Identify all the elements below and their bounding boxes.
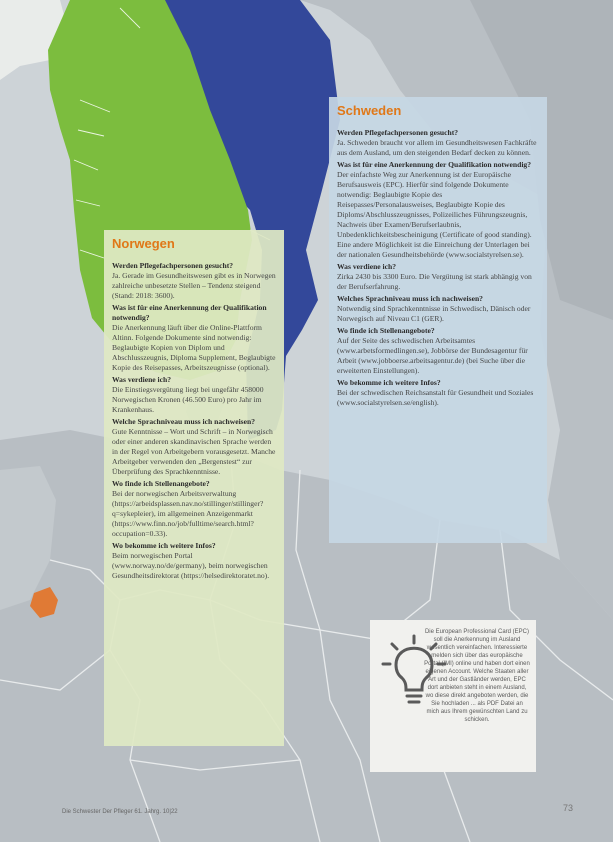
sweden-question: Was ist für eine Anerkennung der Qualifikation notwendig? — [337, 160, 532, 169]
sweden-question: Wo bekomme ich weitere Infos? — [337, 378, 441, 387]
norway-answer: Beim norwegischen Portal (www.norway.no/de/germany), beim norwegischen Gesundheitsdirektorat (https://helsedirektoratet.no). — [112, 551, 270, 580]
norway-answer: Die Anerkennung läuft über die Online-Plattform Altinn. Folgende Dokumente sind notwendig: Beglaubigte Kopien von Diplom und Abschlusszeugnis, Diploma Supplement, Beglaubigte Kopie des Reisepasses, Arbeitszeugnisse (optional). — [112, 323, 276, 372]
norway-question: Wo finde ich Stellenangebote? — [112, 479, 210, 488]
tip-text: Die European Professional Card (EPC) soll die Anerkennung im Ausland wesentlich vereinfachen. Interessierte melden sich über das europäische Portal (IMI) online und haben dort einen eigenen Account. Welche Staaten aller Art und der Gastländer werden, EPC dort anbieten steht in einem Ausland, wo diese direkt angeboten werden, die Sie hochladen ... als PDF Datei an mich aus Ihrem gewünschten Land zu schicken. — [424, 629, 530, 723]
norway-question: Welche Sprachniveau muss ich nachweisen? — [112, 417, 256, 426]
sweden-question: Werden Pflegefachpersonen gesucht? — [337, 128, 459, 137]
norway-question: Werden Pflegefachpersonen gesucht? — [112, 261, 234, 270]
sweden-answer: Zirka 2430 bis 3300 Euro. Die Vergütung ist stark abhängig von der Berufserfahrung. — [337, 272, 532, 291]
page-footer: Die Schwester Der Pfleger 61. Jahrg. 10|22 — [62, 809, 178, 815]
sweden-info-box — [329, 97, 547, 543]
norway-question: Was ist für eine Anerkennung der Qualifikation notwendig? — [112, 303, 267, 322]
norway-answer: Die Einstiegsvergütung liegt bei ungefähr 458000 Norwegischen Kronen (46.500 Euro) pro Jahr im Krankenhaus. — [112, 385, 264, 414]
sweden-answer: Bei der schwedischen Reichsanstalt für Gesundheit und Soziales (www.socialstyrelsen.se/english). — [337, 388, 534, 407]
sweden-question: Wo finde ich Stellenangebote? — [337, 326, 435, 335]
norway-heading: Norwegen — [112, 236, 175, 251]
sweden-question: Welches Sprachniveau muss ich nachweisen? — [337, 294, 483, 303]
norway-question: Wo bekomme ich weitere Infos? — [112, 541, 216, 550]
norway-info-box — [104, 230, 284, 746]
norway-answer: Bei der norwegischen Arbeitsverwaltung (https://arbeidsplassen.nav.no/stillinger/stillinger?q=sykepleier), im allgemeinen Anzeigenmarkt (https://www.finn.no/job/fulltime/search.html?occupation=0.33). — [112, 489, 264, 538]
sweden-heading: Schweden — [337, 103, 402, 118]
sweden-answer: Auf der Seite des schwedischen Arbeitsamtes (www.arbetsformedlingen.se), Jobbörse der Bundesagentur für Arbeit (www.jobboerse.arbeitsagentur.de) (bei Suche über die erweiterten Einstellungen). — [337, 336, 528, 375]
tip-box — [370, 620, 536, 772]
sweden-answer: Ja. Schweden braucht vor allem im Gesundheitswesen Fachkräfte aus dem Ausland, um den steigenden Bedarf decken zu können. — [337, 138, 537, 157]
page-number: 73 — [563, 803, 574, 813]
norway-answer: Ja. Gerade im Gesundheitswesen gibt es in Norwegen zahlreiche unbesetzte Stellen – Tendenz steigend (Stand: 2018: 3600). — [112, 271, 276, 300]
sweden-answer: Der einfachste Weg zur Anerkennung ist der Europäische Berufsausweis (EPC). Hierfür sind folgende Dokumente notwendig: Beglaubigte Kopie des Reisepasses/Personalausweises, Beglaubigte Kopie des Diploms/Abschlusszeugnisses, Polizeiliches Führungszeugnis, Nachweis über Examen/Berufserlaubnis, Unbedenklichkeitsbescheinigung (Certificate of good standing). Eine andere Möglichkeit ist die Einreichung der Unterlagen bei der nationalen Gesundheitsbehörde (www.socialstyrelsen.se). — [337, 170, 532, 259]
norway-question: Was verdiene ich? — [112, 375, 172, 384]
sweden-answer: Notwendig sind Sprachkenntnisse in Schwedisch, Dänisch oder Norwegisch auf Niveau C1 (GER). — [337, 304, 531, 323]
sweden-question: Was verdiene ich? — [337, 262, 397, 271]
norway-answer: Gute Kenntnisse – Wort und Schrift – in Norwegisch oder einer anderen skandinavischen Sprache werden in der Regel von Arbeitgebern vorausgesetzt. Manche Arbeitgeber verwenden den „Bergenstest“ zur Überprüfung des Sprachkenntnisse. — [112, 427, 276, 476]
